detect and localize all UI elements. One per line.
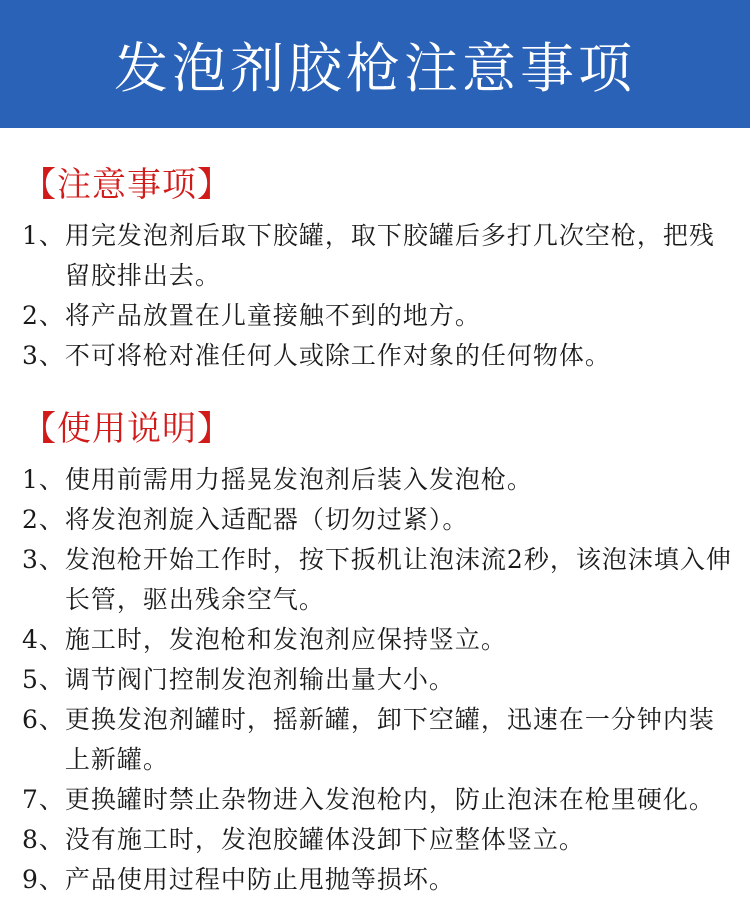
item-number: 5、 bbox=[22, 665, 65, 694]
instructions-list bbox=[22, 460, 750, 900]
title-banner bbox=[0, 0, 750, 128]
item-number: 4、 bbox=[22, 625, 65, 654]
item-text: 施工时，发泡枪和发泡剂应保持竖立。 bbox=[64, 625, 507, 654]
item-text: 使用前需用力摇晃发泡剂后装入发泡枪。 bbox=[64, 465, 533, 494]
item-text: 没有施工时，发泡胶罐体没卸下应整体竖立。 bbox=[64, 825, 585, 854]
section-precautions bbox=[22, 128, 750, 376]
item-text: 调节阀门控制发泡剂输出量大小。 bbox=[64, 665, 455, 694]
precautions-list bbox=[22, 216, 750, 376]
list-item bbox=[22, 500, 750, 540]
item-text: 将产品放置在儿童接触不到的地方。 bbox=[64, 301, 481, 330]
list-item bbox=[22, 336, 750, 376]
section-heading-instructions: 【使用说明】 bbox=[22, 409, 232, 449]
item-number: 2、 bbox=[22, 301, 65, 330]
list-item bbox=[22, 700, 750, 780]
content bbox=[0, 128, 750, 900]
list-item bbox=[22, 540, 750, 620]
list-item bbox=[22, 216, 750, 296]
item-text: 发泡枪开始工作时，按下扳机让泡沫流2秒，该泡沫填入伸长管，驱出残余空气。 bbox=[64, 545, 732, 614]
item-number: 2、 bbox=[22, 505, 65, 534]
item-text: 产品使用过程中防止甩抛等损坏。 bbox=[64, 865, 455, 894]
item-number: 3、 bbox=[22, 545, 65, 574]
item-number: 7、 bbox=[22, 785, 65, 814]
page-title: 发泡剂胶枪注意事项 bbox=[114, 36, 636, 100]
item-number: 1、 bbox=[22, 221, 65, 250]
item-text: 不可将枪对准任何人或除工作对象的任何物体。 bbox=[64, 341, 611, 370]
list-item bbox=[22, 460, 750, 500]
list-item bbox=[22, 820, 750, 860]
list-item bbox=[22, 296, 750, 336]
item-number: 9、 bbox=[22, 865, 65, 894]
item-text: 更换发泡剂罐时，摇新罐，卸下空罐，迅速在一分钟内装上新罐。 bbox=[64, 705, 715, 774]
item-text: 用完发泡剂后取下胶罐，取下胶罐后多打几次空枪，把残留胶排出去。 bbox=[64, 221, 715, 290]
item-text: 将发泡剂旋入适配器（切勿过紧）。 bbox=[64, 505, 469, 534]
list-item bbox=[22, 660, 750, 700]
item-number: 6、 bbox=[22, 705, 65, 734]
item-number: 1、 bbox=[22, 465, 65, 494]
list-item bbox=[22, 620, 750, 660]
list-item bbox=[22, 780, 750, 820]
item-number: 8、 bbox=[22, 825, 65, 854]
section-heading-precautions: 【注意事项】 bbox=[22, 165, 232, 205]
section-instructions bbox=[22, 376, 750, 900]
item-text: 更换罐时禁止杂物进入发泡枪内，防止泡沫在枪里硬化。 bbox=[64, 785, 715, 814]
item-number: 3、 bbox=[22, 341, 65, 370]
list-item bbox=[22, 860, 750, 900]
